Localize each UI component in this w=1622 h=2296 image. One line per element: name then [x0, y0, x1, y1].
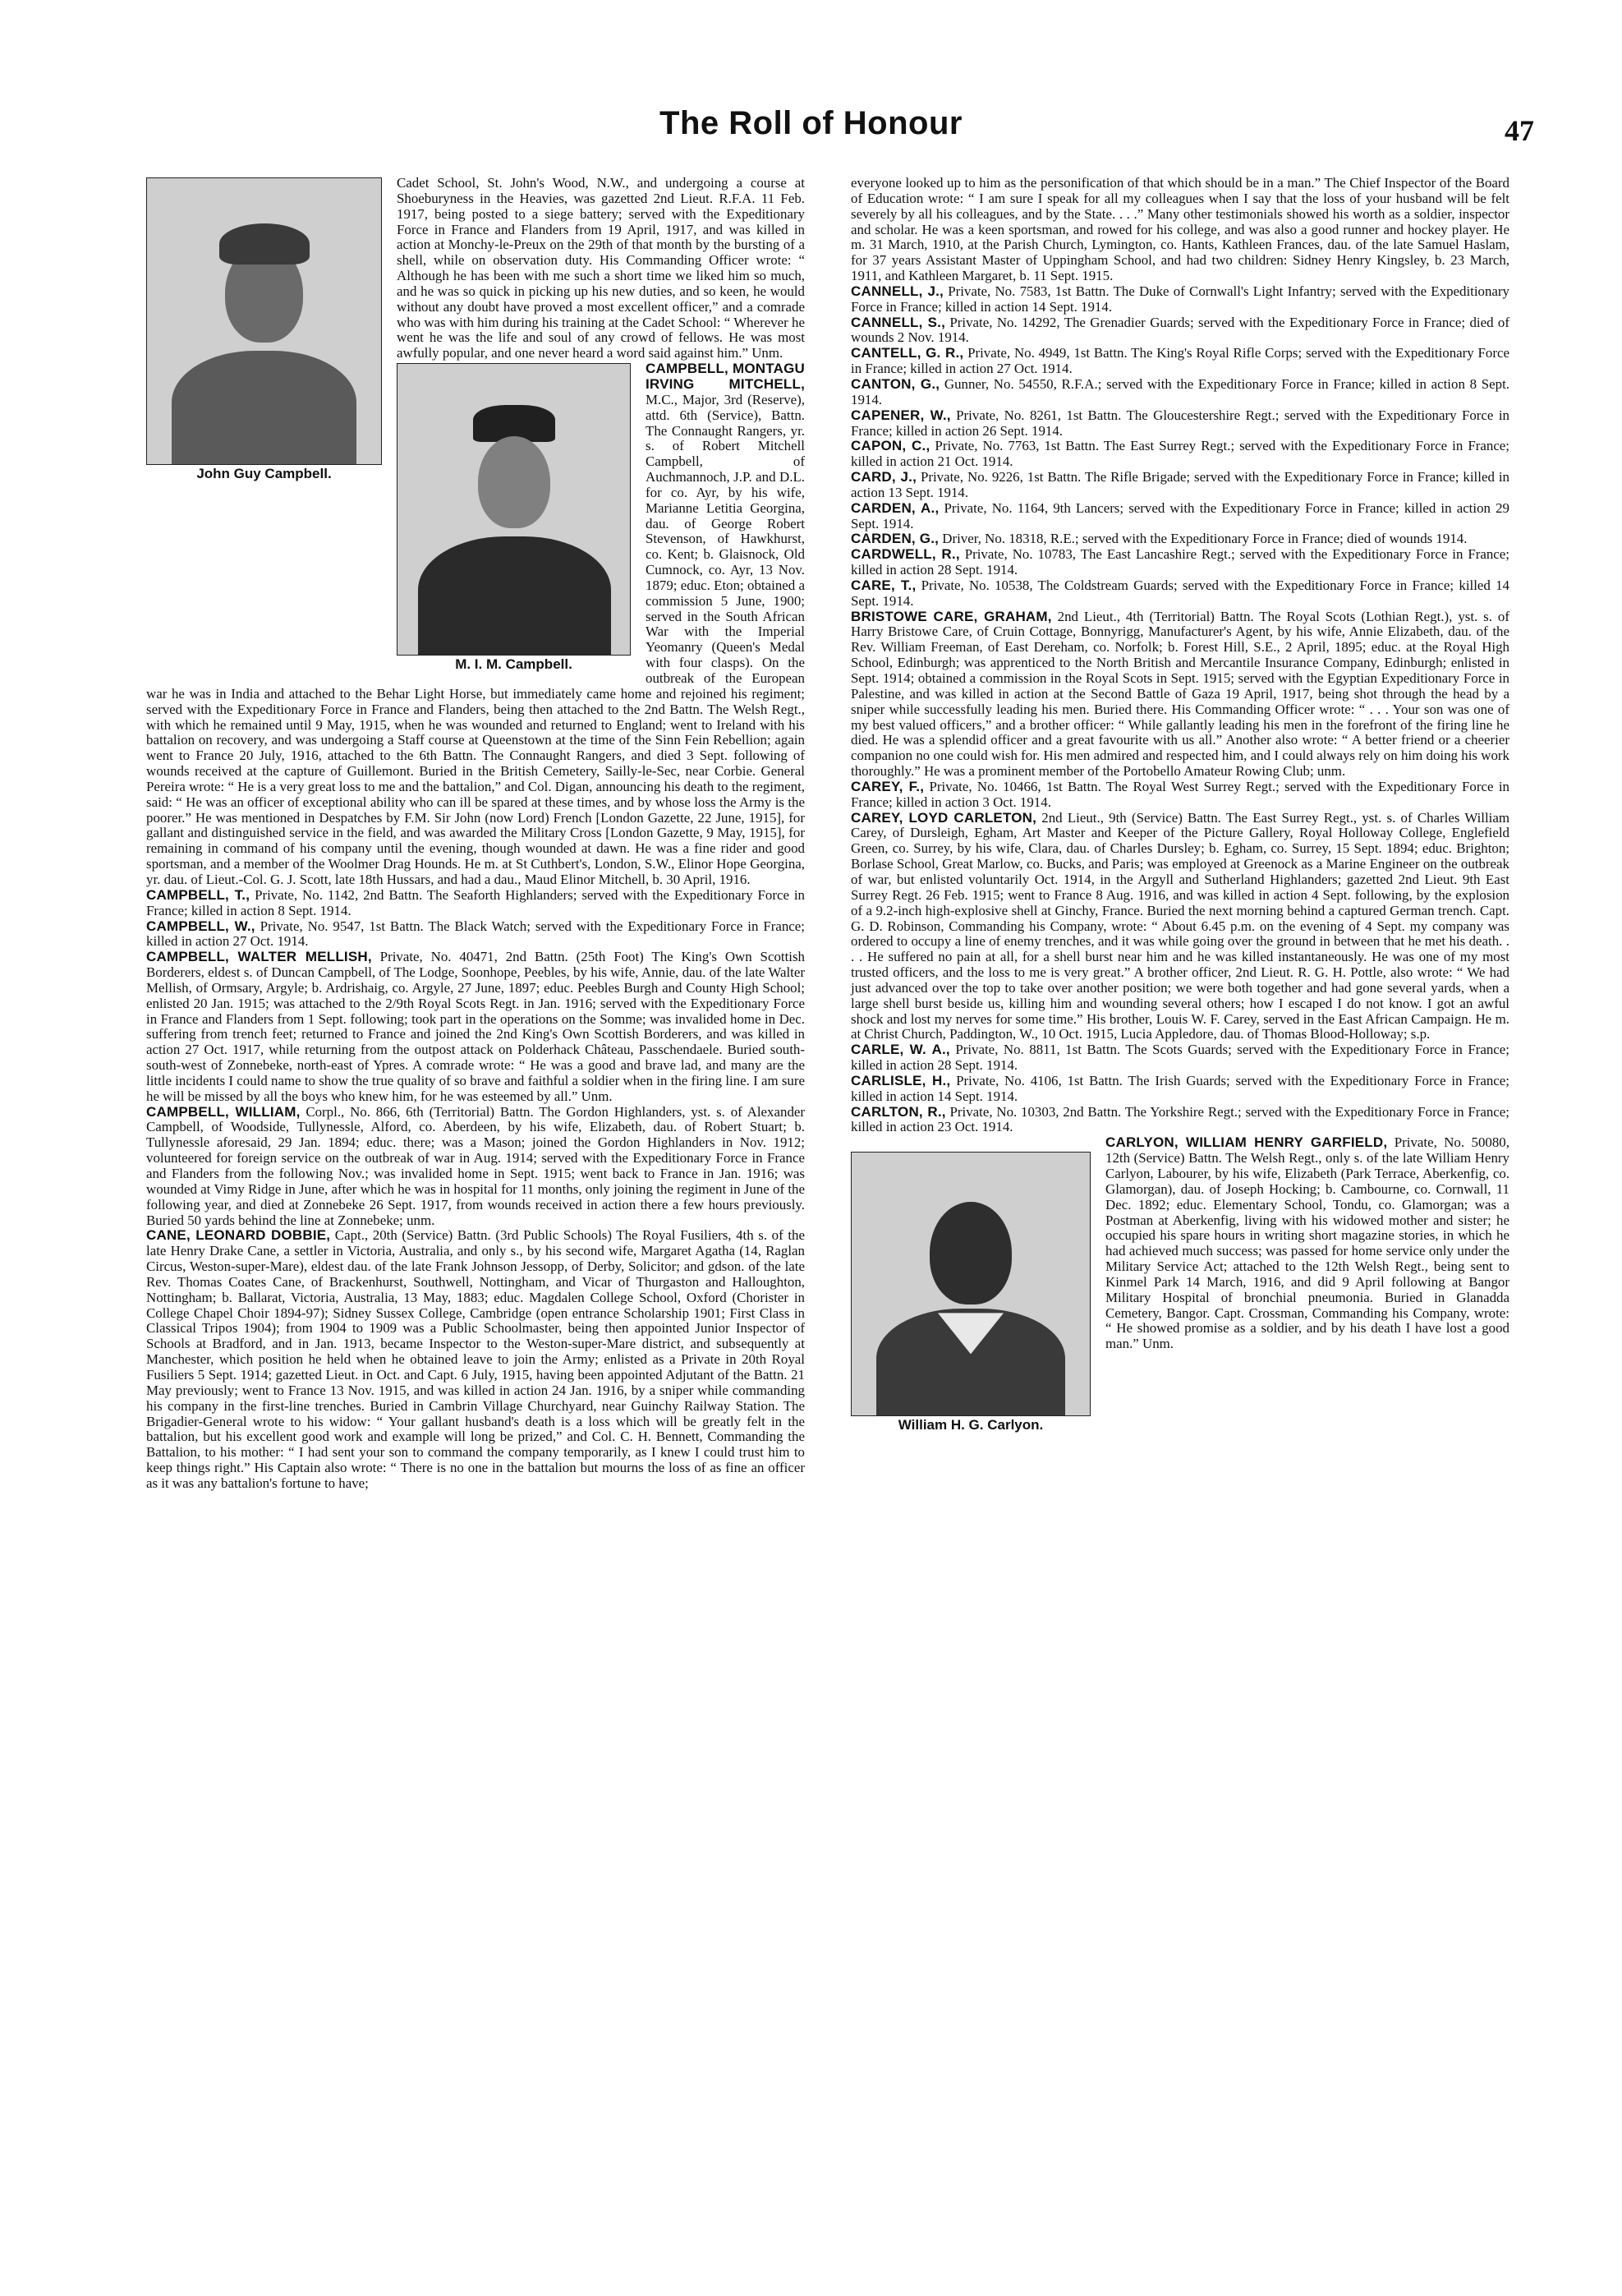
entry-text: Private, No. 8811, 1st Battn. The Scots Guards; served with the Expeditionary Force in France; killed in action 28 Sept. 1914. — [851, 1042, 1509, 1074]
page-title: The Roll of Honour — [659, 105, 963, 141]
entry — [851, 501, 1509, 532]
entry-text: 2nd Lieut., 4th (Territorial) Battn. The Royal Scots (Lothian Regt.), yst. s. of Harry Bristowe Care, of Cruin Cottage, Bonnyrigg, Manufacturer's Agent, by his wife, Annie Elizabeth, dau. of the Rev. William Freeman, of East Dereham, co. Norfolk; b. Forest Hill, S.E., 2 April, 1895; educ. at the Royal High School, Edinburgh; was apprenticed to the North British and Mercantile Insurance Company, Edinburgh; enlisted in Sept. 1914; obtained a commission in the Royal Scots in Sept. 1915; served with the Egyptian Expeditionary Force in Palestine, and was killed in action at the Second Battle of Gaza 19 April, 1917, being shot through the head by a sniper while successfully leading his men. Buried there. His Commanding Officer wrote: “ . . . Your son was one of my best valued officers,” and a brother officer: “ While gallantly leading his men in the forefront of the firing line he died. He was a splendid officer and a great favourite with us all.” Another also wrote: “ A better friend or a cheerier companion no one could wish for. His men admired and respected him, and I could always rely on him doing his work thoroughly.” He was a prominent member of the Portobello Amateur Rowing Club; unm. — [851, 608, 1509, 780]
page-number: 47 — [1505, 114, 1534, 147]
entry — [851, 176, 1509, 284]
entry-name: CAMPBELL, MONTAGU IRVING MITCHELL, — [646, 361, 805, 392]
entry — [851, 531, 1509, 547]
entry-text: Private, No. 14292, The Grenadier Guards; served with the Expeditionary Force in France; died of wounds 2 Nov. 1914. — [851, 314, 1509, 346]
entry-text: Private, No. 40471, 2nd Battn. (25th Foot) The King's Own Scottish Borderers, eldest s. of Duncan Campbell, of The Lodge, Soonhope, Peebles, by his wife, Annie, dau. of the late Walter Mellish, of Ormsary, Argyle; b. Ardrishaig, co. Argyle, 27 June, 1897; educ. Peebles Burgh and County High School; enlisted 20 Jan. 1915; was attached to the 2/9th Royal Scots Regt. in Jan. 1916; served with the Expeditionary Force in France and Flanders from 1 Sept. following; took part in the operations on the Somme; was invalided home in Dec. suffering from trench feet; returned to France and joined the 2nd King's Own Scottish Borderers, and was killed in action 27 Oct. 1917, while returning from the outpost attack on Polderhack Château, Passchendaele. Buried south-south-west of Zonnebeke, north-east of Ypres. A comrade wrote: “ He was a good and brave lad, and many are the little incidents I could name to show the true quality of so brave and faithful a soldier when in the firing line. I am sure he will be missed by all the boys who knew him, for he was esteemed by all.” Unm. — [146, 949, 805, 1104]
entry-text: Capt., 20th (Service) Battn. (3rd Public Schools) The Royal Fusiliers, 4th s. of the late Henry Drake Cane, a settler in Victoria, Australia, and only s., by his second wife, Margaret Agatha (14, Raglan Circus, Weston-super-Mare), eldest dau. of the late Frank Johnson Jessopp, of Derby, Solicitor; and gdson. of the late Rev. Thomas Coates Cane, of Brackenhurst, Southwell, Nottingham, and Vicar of Thurgaston and Halloughton, Nottingham; b. Ballarat, Victoria, Australia, 13 May, 1883; educ. Magdalen College School, Oxford (Chorister in College Chapel Choir 1894-97); Sidney Sussex College, Cambridge (open entrance Scholarship 1901; First Class in Classical Tripos 1904); from 1904 to 1909 was a Public Schoolmaster, being then appointed Junior Inspector of Schools at Bradford, and in Jan. 1913, became Inspector to the Weston-super-Mare district, and subsequently at Manchester, which position he held when he obtained leave to join the Army; enlisted as a Private in 20th Royal Fusiliers 5 Sept. 1914; gazetted Lieut. in Oct. and Capt. 6 July, 1915, having been appointed Adjutant of the Battn. 21 May previously; went to France 13 Nov. 1915, and was killed in action 24 Jan. 1916, by a sniper while commanding his company in the first-line trenches. Buried in Cambrin Village Churchyard, near Guinchy Railway Station. The Brigadier-General wrote to his widow: “ Your gallant husband's death is a loss which will be greatly felt in the battalion, but his excellent good work and example will long be prized,” and Col. C. H. Bennett, Commanding the Battalion, to his mother: “ I had sent your son to command the company temporarily, as I knew I could trust him to keep things right.” His Captain also wrote: “ There is no one in the battalion but mourns the loss of as fine an officer as it was any battalion's fortune to have; — [146, 1227, 805, 1491]
entry-name: CANTELL, G. R., — [851, 345, 964, 361]
entry-text: everyone looked up to him as the personification of that which should be in a man.” The Chief Inspector of the Board of Education wrote: “ I am sure I speak for all my colleagues when I say that the loss of your husband will be felt severely by all his colleagues, and by the State. . . .” Many other testimonials showed his worth as a soldier, inspector and scholar. He was a keen sportsman, and rowed for his college, and was also a good runner and hockey player. He m. 31 March, 1910, at the Parish Church, Lymington, co. Hants, Kathleen Frances, dau. of the late Samuel Haslam, for 37 years Assistant Master of Uppingham School, and had two children: Sidney Henry Kingsley, b. 23 March, 1911, and Kathleen Margaret, b. 11 Sept. 1915. — [851, 175, 1509, 284]
entry — [851, 315, 1509, 347]
entry-name: CAMPBELL, WALTER MELLISH, — [146, 949, 372, 965]
entry-name: CANNELL, S., — [851, 314, 946, 330]
entry — [851, 1042, 1509, 1074]
entry — [851, 346, 1509, 377]
entry-name: CANE, LEONARD DOBBIE, — [146, 1227, 331, 1244]
entry — [851, 780, 1509, 811]
photo-william-h-g-carlyon — [851, 1152, 1091, 1433]
entry-name: CAMPBELL, WILLIAM, — [146, 1103, 301, 1120]
entry-text: Cadet School, St. John's Wood, N.W., and undergoing a course at Shoeburyness in the Heavies, was gazetted 2nd Lieut. R.F.A. 11 Feb. 1917, being posted to a siege battery; served with the Expeditionary Force in France and Flanders from 19 April, 1917, and was killed in action at Monchy-le-Preux on the 29th of that month by the bursting of a shell, while on observation duty. His Commanding Officer wrote: “ Although he has been with me such a short time we liked him so much, and he was so quick in picking up his new duties, and so keen, he would without any doubt have proved a most excellent officer,” and a comrade who was with him during his training at the Cadet School: “ Wherever he went he was the life and soul of any crowd of fellows. He was most awfully popular, and one never heard a word said against him.” Unm. — [397, 175, 805, 361]
entry — [851, 377, 1509, 408]
entry-text: Private, No. 1142, 2nd Battn. The Seaforth Highlanders; served with the Expeditionary Force in France; killed in action 8 Sept. 1914. — [146, 886, 805, 918]
entry-text: Driver, No. 18318, R.E.; served with the Expeditionary Force in France; died of wounds 1914. — [939, 531, 1468, 547]
entry-name: CARLYON, WILLIAM HENRY GARFIELD, — [1105, 1134, 1388, 1151]
entry-text: Corpl., No. 866, 6th (Territorial) Battn. The Gordon Highlanders, yst. s. of Alexander Campbell, of Woodside, Tullynessle, Alford, co. Aberdeen, by his wife, Elizabeth, dau. of Robert Stuart; b. Tullynessle aforesaid, 29 Jan. 1894; educ. there; was a Mason; joined the Gordon Highlanders in Nov. 1912; volunteered for foreign service on the outbreak of war in Aug. 1914; served with the Expeditionary Force in France and Flanders from the following Nov.; was invalided home in Sept. 1915; went back to France in Jan. 1916; was wounded at Vimy Ridge in June, after which he was in hospital for 11 months, only joining the regiment in June of the following year, and died at Zonnebeke 26 Sept. 1917, from wounds received in action there a few hours previously. Buried 50 yards behind the line at Zonnebeke; unm. — [146, 1103, 806, 1228]
entry — [146, 1105, 805, 1229]
entry — [146, 950, 805, 1104]
entry-text: Private, No. 9226, 1st Battn. The Rifle Brigade; served with the Expeditionary Force in France; killed in action 13 Sept. 1914. — [851, 469, 1509, 500]
entry-name: CARD, J., — [851, 469, 917, 485]
entry-text: Private, No. 4949, 1st Battn. The King's Royal Rifle Corps; served with the Expeditionary Force in France; killed in action 27 Oct. 1914. — [851, 345, 1509, 377]
entry — [851, 811, 1509, 1043]
portrait-image — [397, 363, 631, 656]
left-column — [146, 176, 805, 1492]
portrait-image — [146, 177, 382, 465]
photo-caption: William H. G. Carlyon. — [898, 1417, 1044, 1433]
entry-name: CARDWELL, R., — [851, 546, 960, 563]
entry-name: CARDEN, A., — [851, 499, 940, 516]
entry-text: Private, No. 4106, 1st Battn. The Irish Guards; served with the Expeditionary Force in France; killed in action 14 Sept. 1914. — [851, 1072, 1509, 1104]
photo-m-i-m-campbell — [397, 363, 631, 673]
entry — [851, 1105, 1509, 1136]
entry-text: Private, No. 7763, 1st Battn. The East Surrey Regt.; served with the Expeditionary Force in France; killed in action 21 Oct. 1914. — [851, 438, 1510, 470]
entry-name: CAPENER, W., — [851, 407, 951, 423]
entry-text: Private, No. 10466, 1st Battn. The Royal West Surrey Regt.; served with the Expeditionary Force in France; killed in action 3 Oct. 1914. — [851, 778, 1509, 810]
right-column — [851, 176, 1509, 1437]
entry-name: CARLE, W. A., — [851, 1042, 950, 1058]
entry — [851, 1074, 1509, 1105]
entry — [851, 610, 1509, 780]
entry-text: Private, No. 50080, 12th (Service) Battn. The Welsh Regt., only s. of the late William Henry Carlyon, Labourer, by his wife, Elizabeth (Park Terrace, Aberkenfig, co. Glamorgan), dau. of Joseph Hocking; b. Cambourne, co. Cornwall, 11 Dec. 1892; educ. Elementary School, Tondu, co. Glamorgan; was a Postman at Aberkenfig, living with his widowed mother and sister; he occupied his spare hours in writing short magazine stories, in which he had achieved much success; was passed for home service only under the Military Service Act; attached to the 12th Welsh Regt., being sent to Kinmel Park 14 March, 1916, and did 9 April following at Bangor Military Hospital of bronchial pneumonia. Buried in Glanadda Cemetery, Bangor. Capt. Crossman, Commanding his Company, wrote: “ He showed promise as a soldier, and by his death I have lost a good man.” Unm. — [1105, 1134, 1509, 1352]
entry — [851, 284, 1509, 315]
entry-name: CARDEN, G., — [851, 531, 940, 547]
photo-caption: M. I. M. Campbell. — [455, 656, 572, 673]
entry-name: CAREY, F., — [851, 778, 925, 794]
entry-name: CAMPBELL, T., — [146, 886, 250, 903]
entry — [851, 439, 1509, 470]
photo-john-guy-campbell — [146, 177, 382, 482]
photo-caption: John Guy Campbell. — [196, 466, 332, 481]
entry-text: Private, No. 10303, 2nd Battn. The Yorkshire Regt.; served with the Expeditionary Force in France; killed in action 23 Oct. 1914. — [851, 1103, 1509, 1135]
entry-text: M.C., Major, 3rd (Reserve), attd. 6th (Service), Battn. The Connaught Rangers, yr. s. of Robert Mitchell Campbell, of Auchmannoch, J.P. and D.L. for co. Ayr, by his wife, Marianne Letitia Georgina, dau. of George Robert Stevenson, of Hawkhurst, co. Kent; b. Glaisnock, Old Cumnock, co. Ayr, 13 Nov. 1879; educ. Eton; obtained a commission 5 June, 1900; served in the South African War with the Imperial Yeomanry (Queen's Medal with four clasps). On the outbreak of the European war he was in India and attached to the Behar Light Horse, but immediately came home and rejoined his regiment; served with the Expeditionary Force in France and Flanders, being then attached to the 2nd Battn. The Welsh Regt., with which he remained until 9 May, 1915, when he was wounded and returned to England; went to Ireland with his battalion on recovery, and was undergoing a Staff course at Queenstown at the time of the Sinn Fein Rebellion; again went to France 20 July, 1916, attached to the 6th Battn. The Connaught Rangers, and died 3 Sept. following of wounds received at the capture of Guillemont. Buried in the British Cemetery, Sailly-le-Sec, near Corbie. General Pereira wrote: “ He is a very great loss to me and the battalion,” and Col. Digan, announcing his death to the regiment, said: “ He was an officer of exceptional ability who can ill be spared at these times, and by whose loss the Army is the poorer.” He was mentioned in Despatches by F.M. Sir John (now Lord) French [London Gazette, 22 June, 1915], for gallant and distinguished service in the field, and was awarded the Military Cross [London Gazette, 9 May, 1915], for remaining in command of his company until the evening, though wounded at dawn. He was a fine rider and good sportsman, and a member of the Woolmer Drag Hounds. He m. at St Cuthbert's, London, S.W., Elinor Hope Georgina, yr. dau. of Lieut.-Col. G. J. Scott, late 18th Hussars, and had a dau., Maud Elinor Mitchell, b. 30 April, 1916. — [146, 391, 805, 887]
entry-name: CANNELL, J., — [851, 283, 944, 299]
entry — [851, 547, 1509, 578]
entry-text: 2nd Lieut., 9th (Service) Battn. The East Surrey Regt., yst. s. of Charles William Carey, of Dursleigh, Egham, Art Master and Keeper of the Picture Gallery, Royal Holloway College, Englefield Green, co. Surrey, by his wife, Clara, dau. of Charles Dursley; b. Egham, co. Surrey, 15 Sept. 1894; educ. Brighton; Borlase School, Great Marlow, co. Bucks, and Paris; was employed at Greenock as a Marine Engineer on the outbreak of war, but enlisted voluntarily Oct. 1914, in the Argyll and Sutherland Highlanders; gazetted 2nd Lieut. 9th East Surrey Regt. 26 Feb. 1915; went to France 8 Aug. 1916, and was killed in action 4 Sept. following, by the explosion of a 9.2-inch high-explosive shell at Ginchy, France. Buried the next morning behind a captured German trench. Capt. G. D. Robinson, Commanding his Company, wrote: “ About 6.45 p.m. on the evening of 4 Sept. my company was ordered to occupy a line of enemy trenches, and it was while going over the ground in between that he met his death. . . . He suffered no pain at all, for a shell burst near him and he was killed instantaneously. He was one of my most trusted officers, and the loss to me is very great.” A brother officer, 2nd Lieut. R. G. H. Pottle, also wrote: “ We had just advanced over the top to take over another position; we were both together and had gone several yards, when a large shell burst beside us, killing him and wounding several others; how I escaped I do not know. I got an awful shock and lost my nerves for some time.” His brother, Louis W. F. Carey, served in the East African Campaign. He m. at Christ Church, Paddington, W., 10 Oct. 1915, Lucia Appledore, dau. of Thomas Blood-Holloway; s.p. — [851, 809, 1509, 1042]
entry-name: CANTON, G., — [851, 375, 940, 392]
entry-name: CAPON, C., — [851, 438, 930, 454]
entry — [851, 578, 1509, 610]
entry-text: Private, No. 9547, 1st Battn. The Black Watch; served with the Expeditionary Force in France; killed in action 27 Oct. 1914. — [146, 918, 805, 950]
entry — [851, 408, 1509, 439]
entry-text: Private, No. 7583, 1st Battn. The Duke of Cornwall's Light Infantry; served with the Expeditionary Force in France; killed in action 14 Sept. 1914. — [851, 283, 1509, 315]
entry-text: Private, No. 10783, The East Lancashire Regt.; served with the Expeditionary Force in France; killed in action 28 Sept. 1914. — [851, 546, 1509, 578]
entry-name: CARLTON, R., — [851, 1103, 946, 1120]
entry-text: Private, No. 8261, 1st Battn. The Gloucestershire Regt.; served with the Expeditionary Force in France; killed in action 26 Sept. 1914. — [851, 407, 1509, 439]
entry-name: CARE, T., — [851, 577, 917, 593]
entry-text: Gunner, No. 54550, R.F.A.; served with the Expeditionary Force in France; killed in action 8 Sept. 1914. — [851, 375, 1509, 407]
portrait-image — [851, 1152, 1091, 1416]
entry-name: CARLISLE, H., — [851, 1072, 951, 1088]
entry — [146, 1228, 805, 1491]
entry — [851, 470, 1509, 501]
entry-name: CAREY, LOYD CARLETON, — [851, 809, 1037, 826]
entry-text: Private, No. 1164, 9th Lancers; served with the Expeditionary Force in France; killed in action 29 Sept. 1914. — [851, 499, 1509, 531]
entry-name: CAMPBELL, W., — [146, 918, 255, 934]
entry — [146, 919, 805, 950]
entry-name: BRISTOWE CARE, GRAHAM, — [851, 608, 1052, 624]
entry-text: Private, No. 10538, The Coldstream Guards; served with the Expeditionary Force in France; killed 14 Sept. 1914. — [851, 577, 1509, 609]
entry — [146, 888, 805, 919]
